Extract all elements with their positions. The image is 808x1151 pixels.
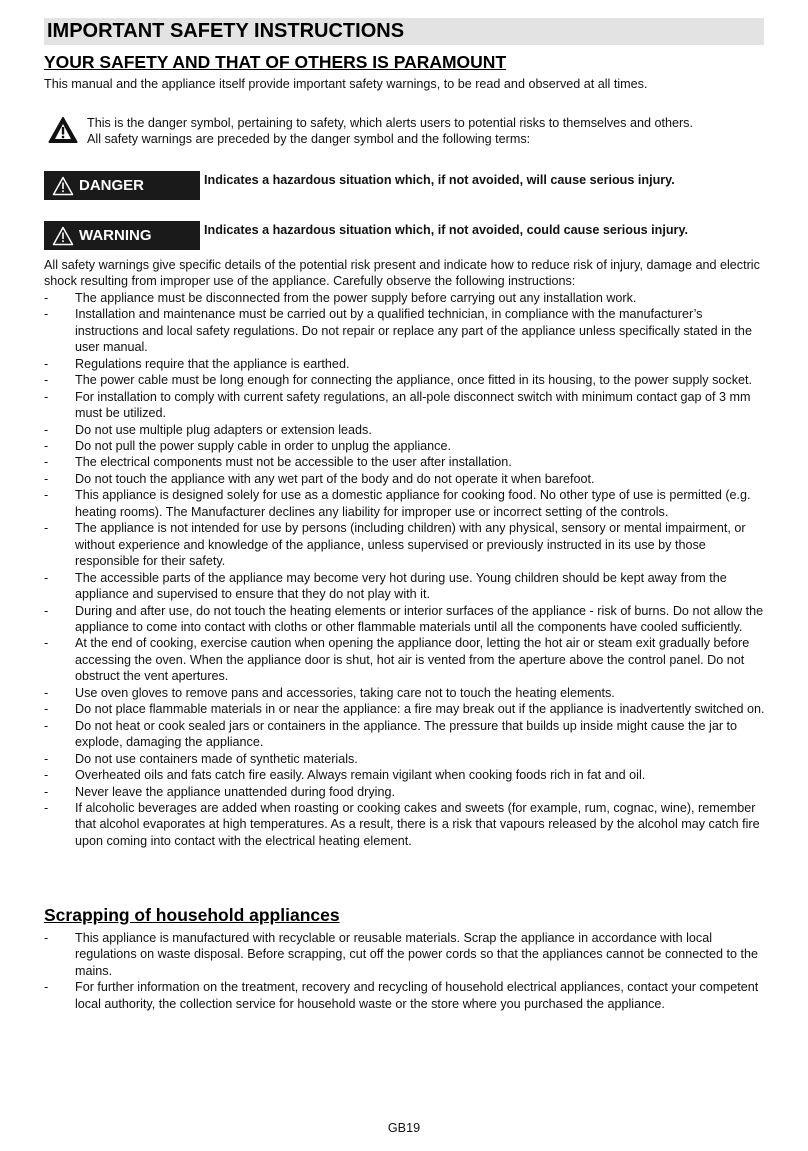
- page-number: GB19: [387, 1121, 421, 1135]
- instruction-list: [44, 290, 766, 849]
- list-item: - The electrical components must not be accessible to the user after installation.: [44, 454, 766, 470]
- danger-description: Indicates a hazardous situation which, if not avoided, will cause serious injury.: [204, 173, 675, 187]
- instructions-intro: All safety warnings give specific details of the potential risk present and indicate how to reduce risk of injury, damage and electric shock resulting from improper use of the appliance. Carefully observe the following instructions:: [44, 258, 760, 289]
- list-item: - At the end of cooking, exercise caution when opening the appliance door, letting the hot air or steam exit gradually before accessing the oven. When the appliance door is shut, hot air is vented from the aperture above the control panel. Do not obstruct the vent apertures.: [44, 635, 766, 684]
- danger-symbol-line-1: This is the danger symbol, pertaining to safety, which alerts users to potential risks to themselves and others.: [87, 116, 693, 130]
- warning-label: [44, 221, 200, 250]
- list-item: - This appliance is designed solely for use as a domestic appliance for cooking food. No other type of use is permitted (e.g. heating rooms). The Manufacturer declines any liability for improper use or incorrect setting of the controls.: [44, 487, 766, 520]
- warning-description: Indicates a hazardous situation which, if not avoided, could cause serious injury.: [204, 223, 689, 237]
- list-item: - Use oven gloves to remove pans and accessories, taking care not to touch the heating elements.: [44, 685, 766, 701]
- list-item: - Installation and maintenance must be carried out by a qualified technician, in compliance with the manufacturer’s instructions and local safety regulations. Do not repair or replace any part of the appliance unless specifically stated in the user manual.: [44, 306, 766, 355]
- list-item: - Do not pull the power supply cable in order to unplug the appliance.: [44, 438, 766, 454]
- intro-text: This manual and the appliance itself provide important safety warnings, to be read and observed at all times.: [44, 77, 648, 91]
- danger-label: [44, 171, 200, 200]
- list-item: - The appliance must be disconnected from the power supply before carrying out any installation work.: [44, 290, 766, 306]
- danger-symbol-explanation: [87, 115, 693, 147]
- list-item: - Do not heat or cook sealed jars or containers in the appliance. The pressure that builds up inside might cause the jar to explode, damaging the appliance.: [44, 718, 766, 751]
- list-item: - Do not touch the appliance with any wet part of the body and do not operate it when barefoot.: [44, 471, 766, 487]
- danger-label-text: DANGER: [79, 177, 145, 194]
- list-item: - Never leave the appliance unattended during food drying.: [44, 784, 766, 800]
- list-item: - Do not place flammable materials in or near the appliance: a fire may break out if the appliance is inadvertently switched on.: [44, 701, 766, 717]
- list-item: - Do not use multiple plug adapters or extension leads.: [44, 422, 766, 438]
- warning-triangle-icon: [52, 176, 74, 196]
- list-item: - The power cable must be long enough for connecting the appliance, once fitted in its housing, to the power supply socket.: [44, 372, 766, 388]
- section-subtitle: YOUR SAFETY AND THAT OF OTHERS IS PARAMOUNT: [44, 52, 507, 72]
- scrapping-title: Scrapping of household appliances: [44, 905, 340, 925]
- list-item: - This appliance is manufactured with recyclable or reusable materials. Scrap the appliance in accordance with local regulations on waste disposal. Before scrapping, cut off the power cords so that the appliances cannot be connected to the mains.: [44, 930, 766, 979]
- list-item: - For further information on the treatment, recovery and recycling of household electrical appliances, contact your competent local authority, the collection service for household waste or the store where you purchased the appliance.: [44, 979, 766, 1012]
- list-item: - Do not use containers made of synthetic materials.: [44, 751, 766, 767]
- warning-triangle-icon: [52, 226, 74, 246]
- list-item: - During and after use, do not touch the heating elements or interior surfaces of the appliance - risk of burns. Do not allow the appliance to come into contact with cloths or other flammable materials until all the components have cooled sufficiently.: [44, 603, 766, 636]
- list-item: - The appliance is not intended for use by persons (including children) with any physical, sensory or mental impairment, or without experience and knowledge of the appliance, unless supervised or previously instructed in its use by those responsible for their safety.: [44, 520, 766, 569]
- warning-triangle-icon: [48, 116, 78, 144]
- page-title: IMPORTANT SAFETY INSTRUCTIONS: [44, 18, 764, 45]
- list-item: - Overheated oils and fats catch fire easily. Always remain vigilant when cooking foods rich in fat and oil.: [44, 767, 766, 783]
- list-item: - Regulations require that the appliance is earthed.: [44, 356, 766, 372]
- list-item: - If alcoholic beverages are added when roasting or cooking cakes and sweets (for example, rum, cognac, wine), remember that alcohol evaporates at high temperatures. As a result, there is a risk that vapours released by the alcohol may catch fire upon coming into contact with the electrical heating element.: [44, 800, 766, 849]
- list-item: - The accessible parts of the appliance may become very hot during use. Young children should be kept away from the appliance and supervised to ensure that they do not play with it.: [44, 570, 766, 603]
- scrapping-section: [44, 930, 766, 1012]
- list-item: - For installation to comply with current safety regulations, an all-pole disconnect switch with minimum contact gap of 3 mm must be utilized.: [44, 389, 766, 422]
- safety-instructions: [44, 257, 766, 849]
- warning-label-text: WARNING: [79, 227, 152, 244]
- scrapping-list: [44, 930, 766, 1012]
- danger-symbol-line-2: All safety warnings are preceded by the danger symbol and the following terms:: [87, 132, 531, 146]
